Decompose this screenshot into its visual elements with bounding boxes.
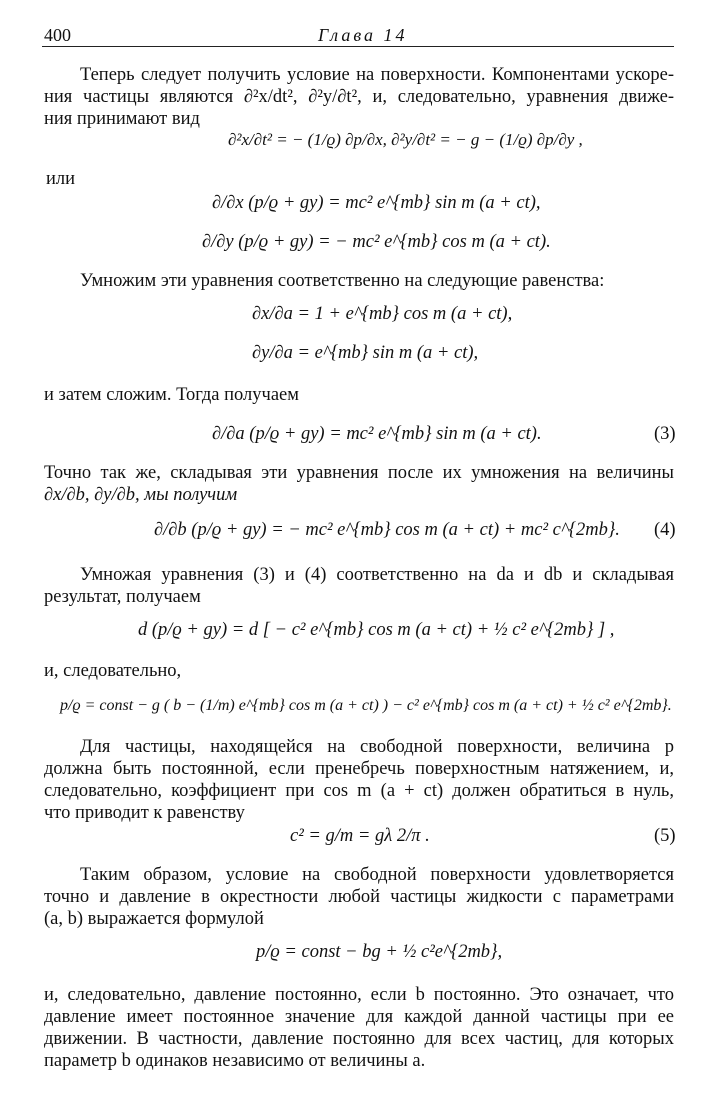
equation-dy: ∂/∂y (p/ϱ + gy) = − mc² e^{mb} cos m (a + ct). bbox=[202, 232, 551, 252]
equation-number-4: (4) bbox=[654, 520, 676, 540]
equation-mult-y: ∂y/∂a = e^{mb} sin m (a + ct), bbox=[252, 343, 479, 363]
text-line: и, следовательно, давление постоянно, если b постоянно. Это означает, что bbox=[44, 985, 674, 1005]
text-line: Умножим эти уравнения соответственно на следующие равенства: bbox=[80, 271, 605, 291]
text-line: и, следовательно, bbox=[44, 661, 182, 681]
text-line: и затем сложим. Тогда получаем bbox=[44, 385, 299, 405]
equation-number-5: (5) bbox=[654, 826, 676, 846]
text-line: точно и давление в окрестности любой частицы жидкости с параметрами bbox=[44, 887, 674, 907]
text-line: ния принимают вид bbox=[44, 109, 200, 129]
text-line: движении. В частности, давление постоянно для всех частиц, для которых bbox=[44, 1029, 674, 1049]
equation-final: p/ϱ = const − bg + ½ c²e^{2mb}, bbox=[256, 942, 503, 962]
equation-mult-x: ∂x/∂a = 1 + e^{mb} cos m (a + ct), bbox=[252, 304, 513, 324]
equation-d: d (p/ϱ + gy) = d [ − c² e^{mb} cos m (a + ct) + ½ c² e^{2mb} ] , bbox=[138, 620, 615, 640]
text-line: должна быть постоянной, если пренебречь поверхностным натяжением, и, bbox=[44, 759, 674, 779]
text-line: ния частицы являются ∂²x/dt², ∂²y/∂t², и, следовательно, уравнения движе- bbox=[44, 87, 674, 107]
text-line: Для частицы, находящейся на свободной поверхности, величина p bbox=[80, 737, 674, 757]
text-line: параметр b одинаков независимо от величины a. bbox=[44, 1051, 426, 1071]
equation-dx: ∂/∂x (p/ϱ + gy) = mc² e^{mb} sin m (a + ct), bbox=[212, 193, 541, 213]
equation-3: ∂/∂a (p/ϱ + gy) = mc² e^{mb} sin m (a + ct). bbox=[212, 424, 542, 444]
equation-4: ∂/∂b (p/ϱ + gy) = − mc² e^{mb} cos m (a + ct) + mc² c^{2mb}. bbox=[154, 520, 620, 540]
text-line: ∂x/∂b, ∂y/∂b, мы получим bbox=[44, 485, 238, 505]
page-number: 400 bbox=[44, 25, 71, 45]
text-line: Точно так же, складывая эти уравнения после их умножения на величины bbox=[44, 463, 674, 483]
header-rule bbox=[42, 46, 674, 47]
chapter-title: Глава 14 bbox=[318, 25, 408, 45]
text-line: (a, b) выражается формулой bbox=[44, 909, 264, 929]
text-line: Умножая уравнения (3) и (4) соответственно на da и db и складывая bbox=[80, 565, 674, 585]
text-line: давление имеет постоянное значение для каждой данной частицы при ее bbox=[44, 1007, 674, 1027]
text-line: Теперь следует получить условие на поверхности. Компонентами ускоре- bbox=[80, 65, 674, 85]
equation-number-3: (3) bbox=[654, 424, 676, 444]
equation-5: c² = g/m = gλ 2/π . bbox=[290, 826, 430, 846]
text-line: Таким образом, условие на свободной поверхности удовлетворяется bbox=[80, 865, 674, 885]
text-line: результат, получаем bbox=[44, 587, 201, 607]
text-line: следовательно, коэффициент при cos m (a + ct) должен обратиться в нуль, bbox=[44, 781, 674, 801]
equation-motion: ∂²x/∂t² = − (1/ϱ) ∂p/∂x, ∂²y/∂t² = − g − (1/ϱ) ∂p/∂y , bbox=[228, 130, 583, 149]
equation-p: p/ϱ = const − g ( b − (1/m) e^{mb} cos m (a + ct) ) − c² e^{mb} cos m (a + ct) + ½ c² e^{2mb}. bbox=[60, 697, 672, 714]
text-line: что приводит к равенству bbox=[44, 803, 245, 823]
text-line: или bbox=[46, 169, 76, 189]
